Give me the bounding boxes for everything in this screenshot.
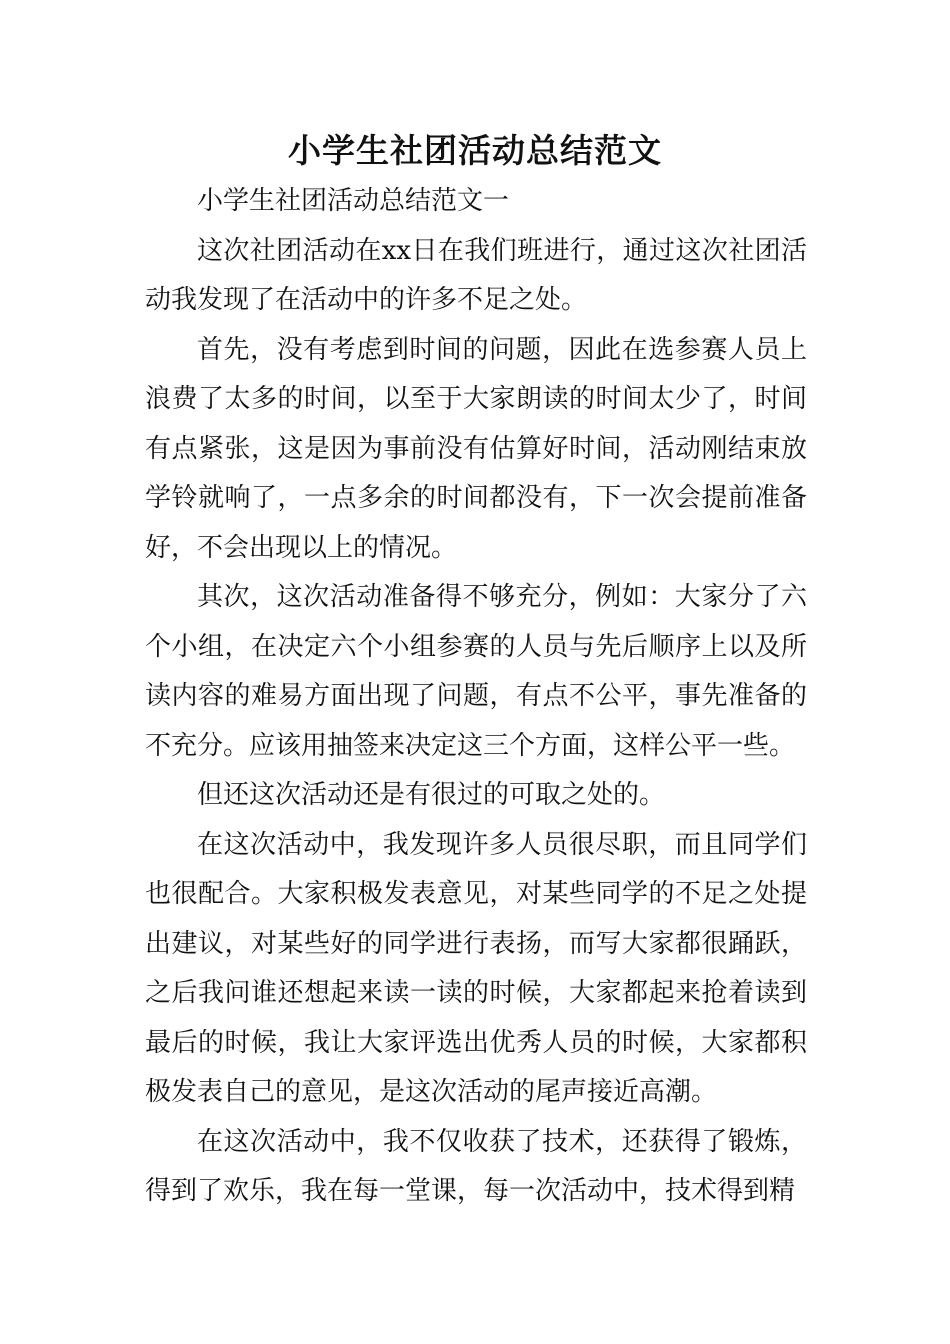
document-title: 小学生社团活动总结范文 xyxy=(288,131,662,170)
body-paragraph: 但还这次活动还是有很过的可取之处的。 xyxy=(197,780,666,810)
document-body xyxy=(145,177,807,1217)
body-paragraph: 在这次活动中，我发现许多人员很尽职，而且同学们也很配合。大家积极发表意见，对某些同学的不足之处提出建议，对某些好的同学进行表扬，而写大家都很踊跃，之后我问谁还想起来读一读的时候，大家都起来抢着读到最后的时候，我让大家评选出优秀人员的时候，大家都积极发表自己的意见，是这次活动的尾声接近高潮。 xyxy=(145,829,807,1107)
body-paragraph: 这次社团活动在xx日在我们班进行，通过这次社团活动我发现了在活动中的许多不足之处。 xyxy=(145,235,807,315)
body-paragraph: 首先，没有考虑到时间的问题，因此在选参赛人员上浪费了太多的时间，以至于大家朗读的时间太少了，时间有点紧张，这是因为事前没有估算好时间，活动刚结束放学铃就响了，一点多余的时间都没有，下一次会提前准备好，不会出现以上的情况。 xyxy=(145,334,807,563)
subtitle-paragraph: 小学生社团活动总结范文一 xyxy=(197,186,510,216)
body-paragraph: 在这次活动中，我不仅收获了技术，还获得了锻炼，得到了欢乐，我在每一堂课，每一次活动中，技术得到精 xyxy=(145,1126,807,1206)
body-paragraph: 其次，这次活动准备得不够充分，例如：大家分了六个小组，在决定六个小组参赛的人员与先后顺序上以及所读内容的难易方面出现了问题，有点不公平，事先准备的不充分。应该用抽签来决定这三个方面，这样公平一些。 xyxy=(145,582,807,761)
